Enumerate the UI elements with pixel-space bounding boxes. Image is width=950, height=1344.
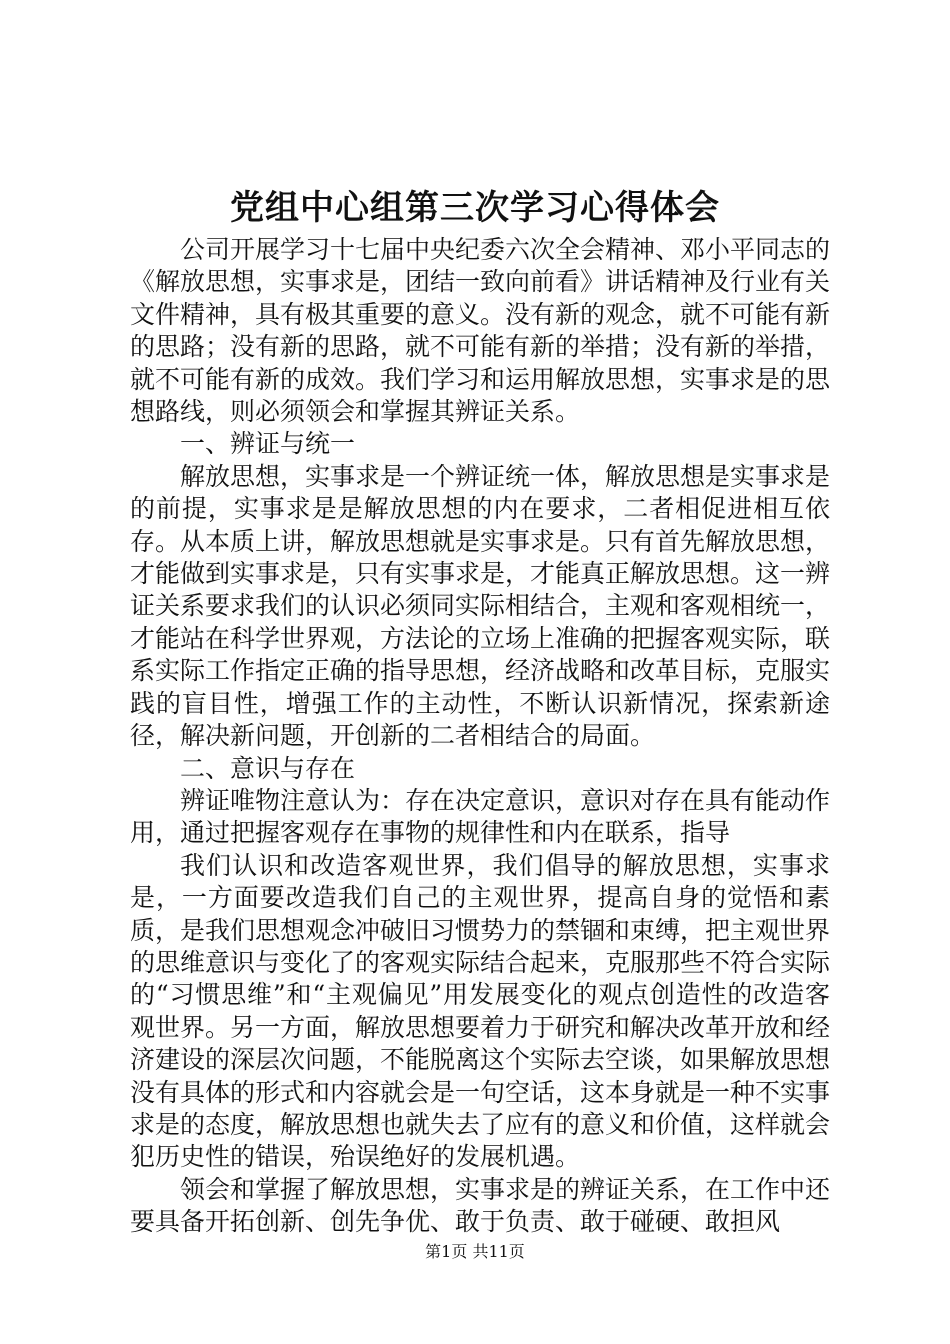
paragraph-consciousness: 辨证唯物注意认为：存在决定意识，意识对存在具有能动作用，通过把握客观存在事物的规律性和内在联系，指导 <box>130 785 831 848</box>
paragraph-transform-world: 我们认识和改造客观世界，我们倡导的解放思想，实事求是，一方面要改造我们自己的主观世界，提高自身的觉悟和素质，是我们思想观念冲破旧习惯势力的禁锢和束缚，把主观世界的思维意识与变化了的客观实际结合起来，克服那些不符合实际的“习惯思维”和“主观偏见”用发展变化的观点创造性的改造客观世界。另一方面，解放思想要着力于研究和解决改革开放和经济建设的深层次问题，不能脱离这个实际去空谈，如果解放思想没有具体的形式和内容就会是一句空话，这本身就是一种不实事求是的态度，解放思想也就失去了应有的意义和价值，这样就会犯历史性的错误，殆误绝好的发展机遇。 <box>130 850 831 1172</box>
section-heading-1: 一、辨证与统一 <box>180 429 356 459</box>
paragraph-intro: 公司开展学习十七届中央纪委六次全会精神、邓小平同志的《解放思想，实事求是，团结一致向前看》讲话精神及行业有关文件精神，具有极其重要的意义。没有新的观念，就不可能有新的思路；没有新的思路，就不可能有新的举措；没有新的举措，就不可能有新的成效。我们学习和运用解放思想，实事求是的思想路线，则必须领会和掌握其辨证关系。 <box>130 235 831 427</box>
paragraph-dialectics: 解放思想，实事求是一个辨证统一体，解放思想是实事求是的前提，实事求是是解放思想的内在要求，二者相促进相互依存。从本质上讲，解放思想就是实事求是。只有首先解放思想，才能做到实事求是，只有实事求是，才能真正解放思想。这一辨证关系要求我们的认识必须同实际相结合，主观和客观相统一，才能站在科学世界观，方法论的立场上准确的把握客观实际，联系实际工作指定正确的指导思想，经济战略和改革目标，克服实践的盲目性，增强工作的主动性，不断认识新情况，探索新途径，解决新问题，开创新的二者相结合的局面。 <box>130 461 831 751</box>
document-title: 党组中心组第三次学习心得体会 <box>230 188 720 228</box>
paragraph-work-requirements: 领会和掌握了解放思想，实事求是的辨证关系，在工作中还要具备开拓创新、创先争优、敢于负责、敢于碰硬、敢担风 <box>130 1174 831 1237</box>
document-body <box>130 234 830 1239</box>
section-heading-2: 二、意识与存在 <box>180 753 356 783</box>
page-number-footer: 第1页 共11页 <box>425 1242 525 1261</box>
